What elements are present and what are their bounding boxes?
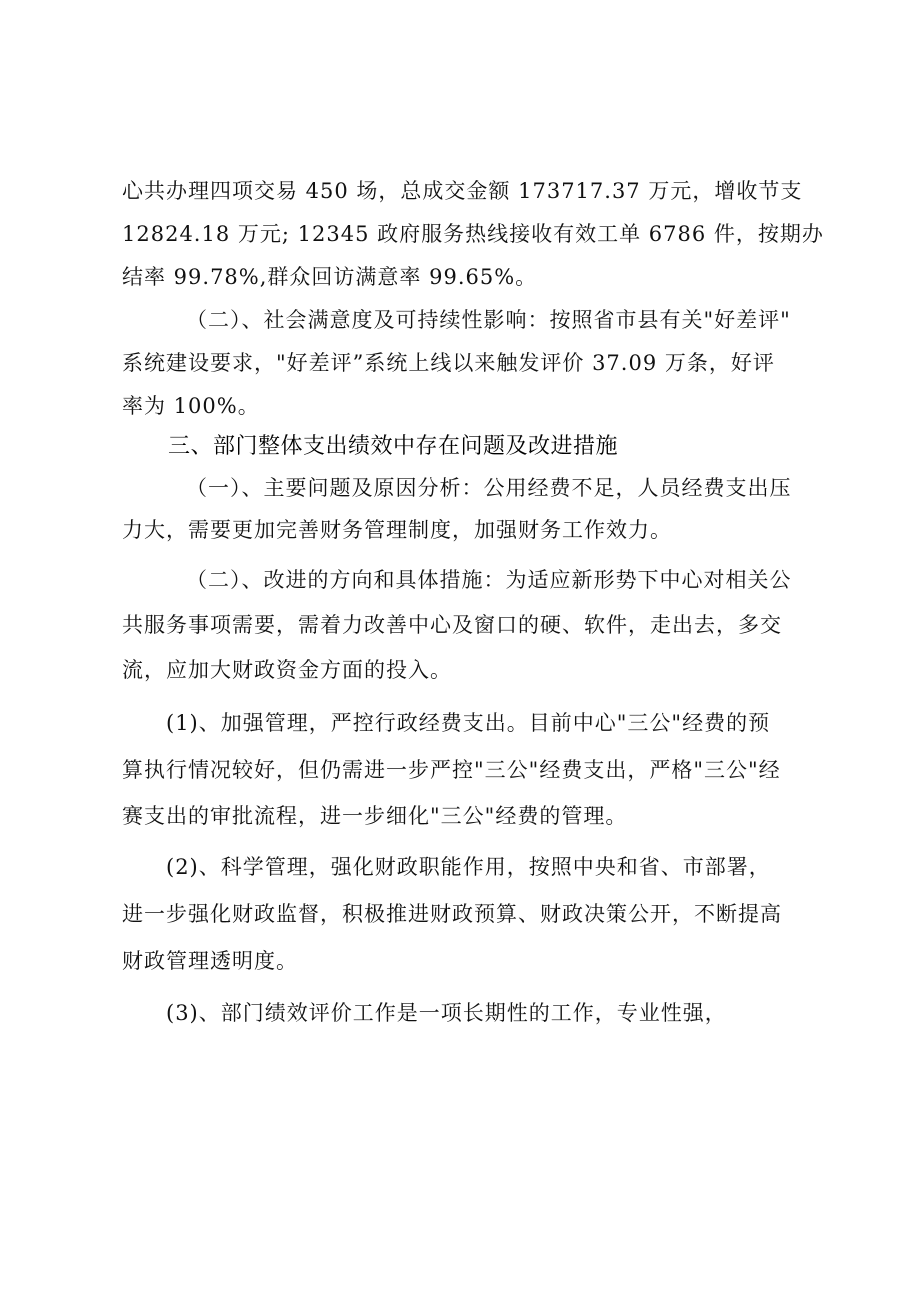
- paragraph-5-line-2: 算执行情况较好，但仍需进一步严控"三公"经费支出，严格"三公"经: [122, 758, 781, 782]
- paragraph-4-line-1: （二）、改进的方向和具体措施：为适应新形势下中心对相关公: [186, 568, 792, 592]
- paragraph-5-line-1: (1)、加强管理，严控行政经费支出。目前中心"三公"经费的预: [166, 711, 771, 735]
- paragraph-1-line-3: 结率 99.78%,群众回访满意率 99.65%。: [122, 265, 538, 289]
- paragraph-3-line-1: （一）、主要问题及原因分析：公用经费不足，人员经费支出压: [186, 476, 792, 500]
- paragraph-6-line-2: 进一步强化财政监督，积极推进财政预算、财政决策公开，不断提高: [122, 902, 782, 926]
- paragraph-1-line-2: 12824.18 万元; 12345 政府服务热线接收有效工单 6786 件，按期办: [122, 222, 824, 246]
- paragraph-2-line-3: 率为 100%。: [122, 394, 260, 418]
- paragraph-7-line-1: (3)、部门绩效评价工作是一项长期性的工作，专业性强，: [166, 1001, 727, 1025]
- paragraph-6-line-1: (2)、科学管理，强化财政职能作用，按照中央和省、市部署，: [166, 855, 771, 879]
- paragraph-2-line-2: 系统建设要求，"好差评”系统上线以来触发评价 37.09 万条，好评: [122, 351, 775, 375]
- paragraph-3-line-2: 力大，需要更加完善财务管理制度，加强财务工作效力。: [122, 518, 672, 542]
- paragraph-4-line-3: 流，应加大财政资金方面的投入。: [122, 658, 452, 682]
- paragraph-6-line-3: 财政管理透明度。: [122, 949, 298, 973]
- paragraph-1-line-1: 心共办理四项交易 450 场，总成交金额 173717.37 万元，增收节支: [122, 179, 803, 203]
- paragraph-4-line-2: 共服务事项需要，需着力改善中心及窗口的硬、软件，走出去，多交: [122, 613, 782, 637]
- paragraph-2-line-1: （二）、社会满意度及可持续性影响：按照省市县有关"好差评": [186, 308, 791, 332]
- paragraph-5-line-3: 赛支出的审批流程，进一步细化"三公"经费的管理。: [122, 804, 628, 828]
- section-heading: 三、部门整体支出绩效中存在问题及改进措施: [168, 434, 619, 459]
